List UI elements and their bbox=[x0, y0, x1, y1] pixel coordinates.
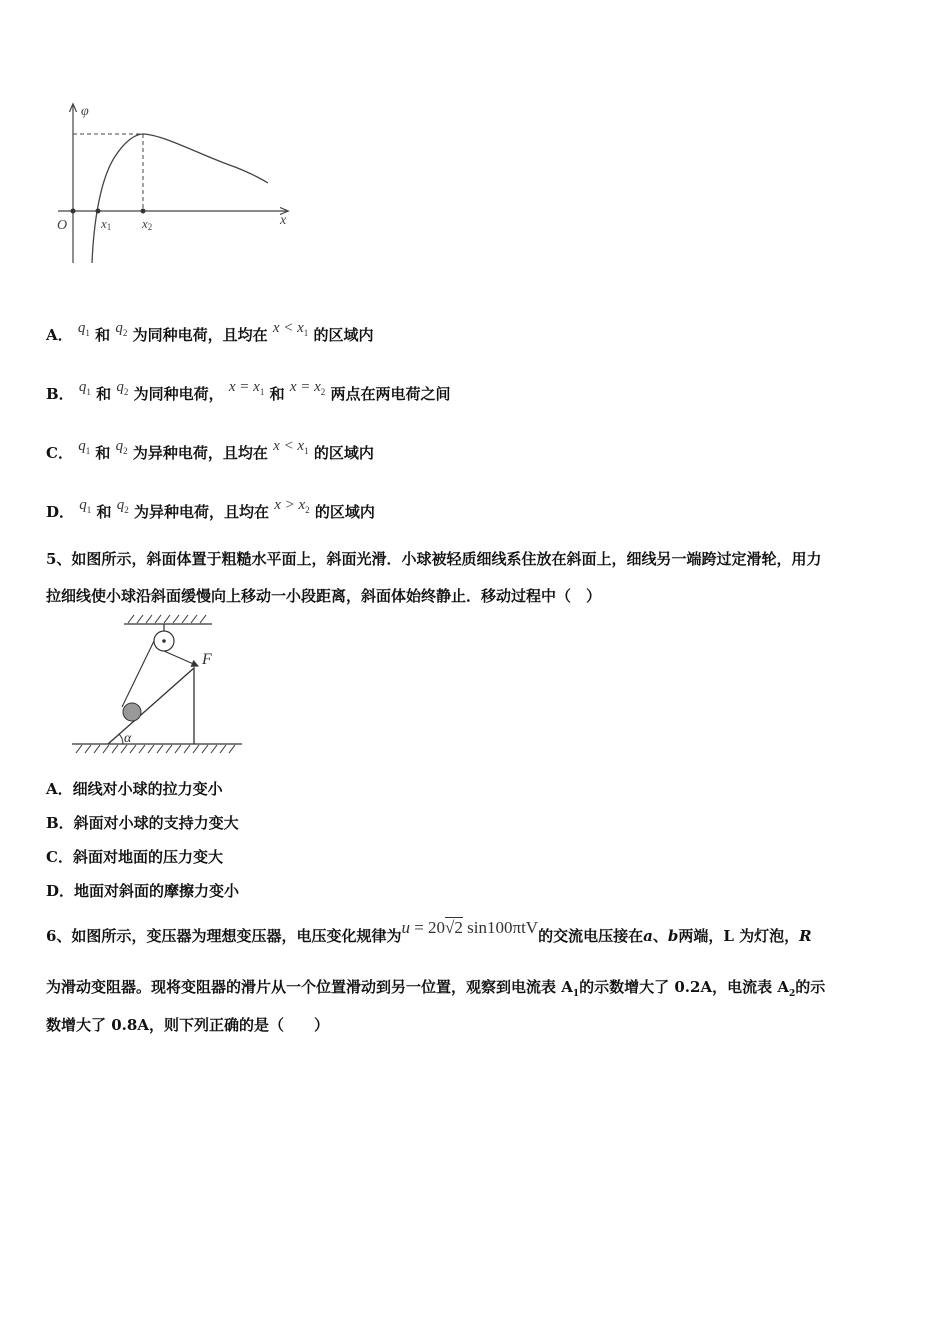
q5-option-c: C．斜面对地面的压力变大 bbox=[46, 848, 223, 866]
and-text: 和 bbox=[95, 444, 111, 462]
option-text-end: 的区域内 bbox=[313, 444, 374, 462]
force-label: F bbox=[202, 651, 212, 668]
option-letter: C． bbox=[46, 444, 73, 462]
q5-stem-line1: 5、如图所示，斜面体置于粗糙水平面上，斜面光滑．小球被轻质细线系住放在斜面上，细线另一端跨过定滑轮，用力 bbox=[46, 550, 822, 568]
and-text: 和 bbox=[95, 326, 111, 344]
origin-dot bbox=[71, 209, 76, 214]
ball bbox=[123, 703, 141, 721]
and-text: 和 bbox=[96, 503, 112, 521]
resistor-symbol: R bbox=[799, 927, 812, 945]
x1-dot bbox=[96, 209, 101, 214]
q1-symbol: $q_1$ bbox=[79, 497, 92, 515]
condition-formula-b: $x = x_2$ bbox=[289, 379, 326, 397]
string-to-ball bbox=[122, 641, 154, 707]
q5-stem-line2: 拉细线使小球沿斜面缓慢向上移动一小段距离，斜面体始终静止．移动过程中（ ） bbox=[46, 587, 602, 605]
q2-symbol: $q_2$ bbox=[115, 438, 128, 456]
condition-formula: $x < x_1$ bbox=[272, 320, 309, 338]
q6-text: 的示数增大了 0.2A，电流表 A bbox=[579, 978, 789, 996]
q6-stem-line2 bbox=[46, 976, 825, 999]
option-b bbox=[46, 379, 451, 405]
option-text-end: 两点在两电荷之间 bbox=[330, 385, 451, 403]
string-to-force bbox=[164, 651, 198, 666]
option-text-end: 的区域内 bbox=[314, 503, 375, 521]
origin-label: O bbox=[57, 218, 68, 233]
and-text: 和 bbox=[269, 385, 285, 403]
sqrt-symbol: √2 bbox=[445, 918, 463, 937]
incline-diagram bbox=[68, 612, 248, 760]
x2-dot bbox=[141, 209, 146, 214]
and-text: 和 bbox=[96, 385, 112, 403]
option-text: 为同种电荷，且均在 bbox=[132, 326, 268, 344]
terminal-b: b bbox=[667, 927, 679, 945]
q5-option-b: B．斜面对小球的支持力变大 bbox=[46, 814, 239, 832]
option-d bbox=[46, 497, 375, 523]
x2-label: x2 bbox=[142, 216, 153, 232]
angle-label: α bbox=[124, 731, 132, 746]
q6-text: 6、如图所示，变压器为理想变压器，电压变化规律为 bbox=[46, 927, 402, 945]
option-a bbox=[46, 320, 374, 346]
option-text-end: 的区域内 bbox=[313, 326, 374, 344]
voltage-formula: u = 20√2 sin100πtV bbox=[401, 918, 539, 937]
q2-symbol: $q_2$ bbox=[116, 379, 129, 397]
pulley-axle bbox=[162, 639, 166, 643]
incline bbox=[108, 668, 194, 744]
q6-text: 两端，L 为灯泡， bbox=[678, 927, 800, 945]
q2-symbol: $q_2$ bbox=[115, 320, 128, 338]
q6-text: 为滑动变阻器。现将变阻器的滑片从一个位置滑动到另一位置，观察到电流表 A bbox=[46, 978, 573, 996]
a1-subscript: 1 bbox=[572, 989, 580, 999]
y-axis-label: φ bbox=[81, 104, 89, 119]
option-text: 为异种电荷，且均在 bbox=[132, 444, 268, 462]
option-text: 为异种电荷，且均在 bbox=[133, 503, 269, 521]
q1-symbol: $q_1$ bbox=[77, 320, 90, 338]
q2-symbol: $q_2$ bbox=[116, 497, 129, 515]
q6-stem-line3: 数增大了 0.8A，则下列正确的是（ ） bbox=[46, 1016, 329, 1034]
potential-graph bbox=[50, 95, 310, 270]
option-text: 为同种电荷， bbox=[133, 385, 224, 403]
q5-option-d: D．地面对斜面的摩擦力变小 bbox=[46, 882, 240, 900]
option-c bbox=[46, 438, 374, 464]
separator: 、 bbox=[652, 927, 668, 945]
q6-text: 的示 bbox=[795, 978, 826, 996]
option-letter: B． bbox=[46, 385, 74, 403]
q6-stem-line1 bbox=[46, 918, 812, 946]
ceiling-hatch bbox=[128, 615, 206, 623]
x1-label: x1 bbox=[101, 216, 112, 232]
angle-arc bbox=[119, 734, 123, 744]
q6-text: 的交流电压接在 bbox=[538, 927, 644, 945]
q5-option-a: A．细线对小球的拉力变小 bbox=[46, 780, 223, 798]
ground-hatch bbox=[76, 745, 235, 753]
q1-symbol: $q_1$ bbox=[78, 438, 91, 456]
terminal-a: a bbox=[643, 927, 653, 945]
condition-formula: $x > x_2$ bbox=[274, 497, 310, 515]
condition-formula: $x < x_1$ bbox=[273, 438, 309, 456]
a2-subscript: 2 bbox=[788, 989, 796, 999]
option-letter: D． bbox=[46, 503, 75, 521]
x-axis-label: x bbox=[280, 213, 287, 228]
potential-curve bbox=[92, 134, 268, 263]
option-letter: A． bbox=[46, 326, 73, 344]
condition-formula-a: $x = x_1$ bbox=[228, 379, 265, 397]
q1-symbol: $q_1$ bbox=[78, 379, 91, 397]
